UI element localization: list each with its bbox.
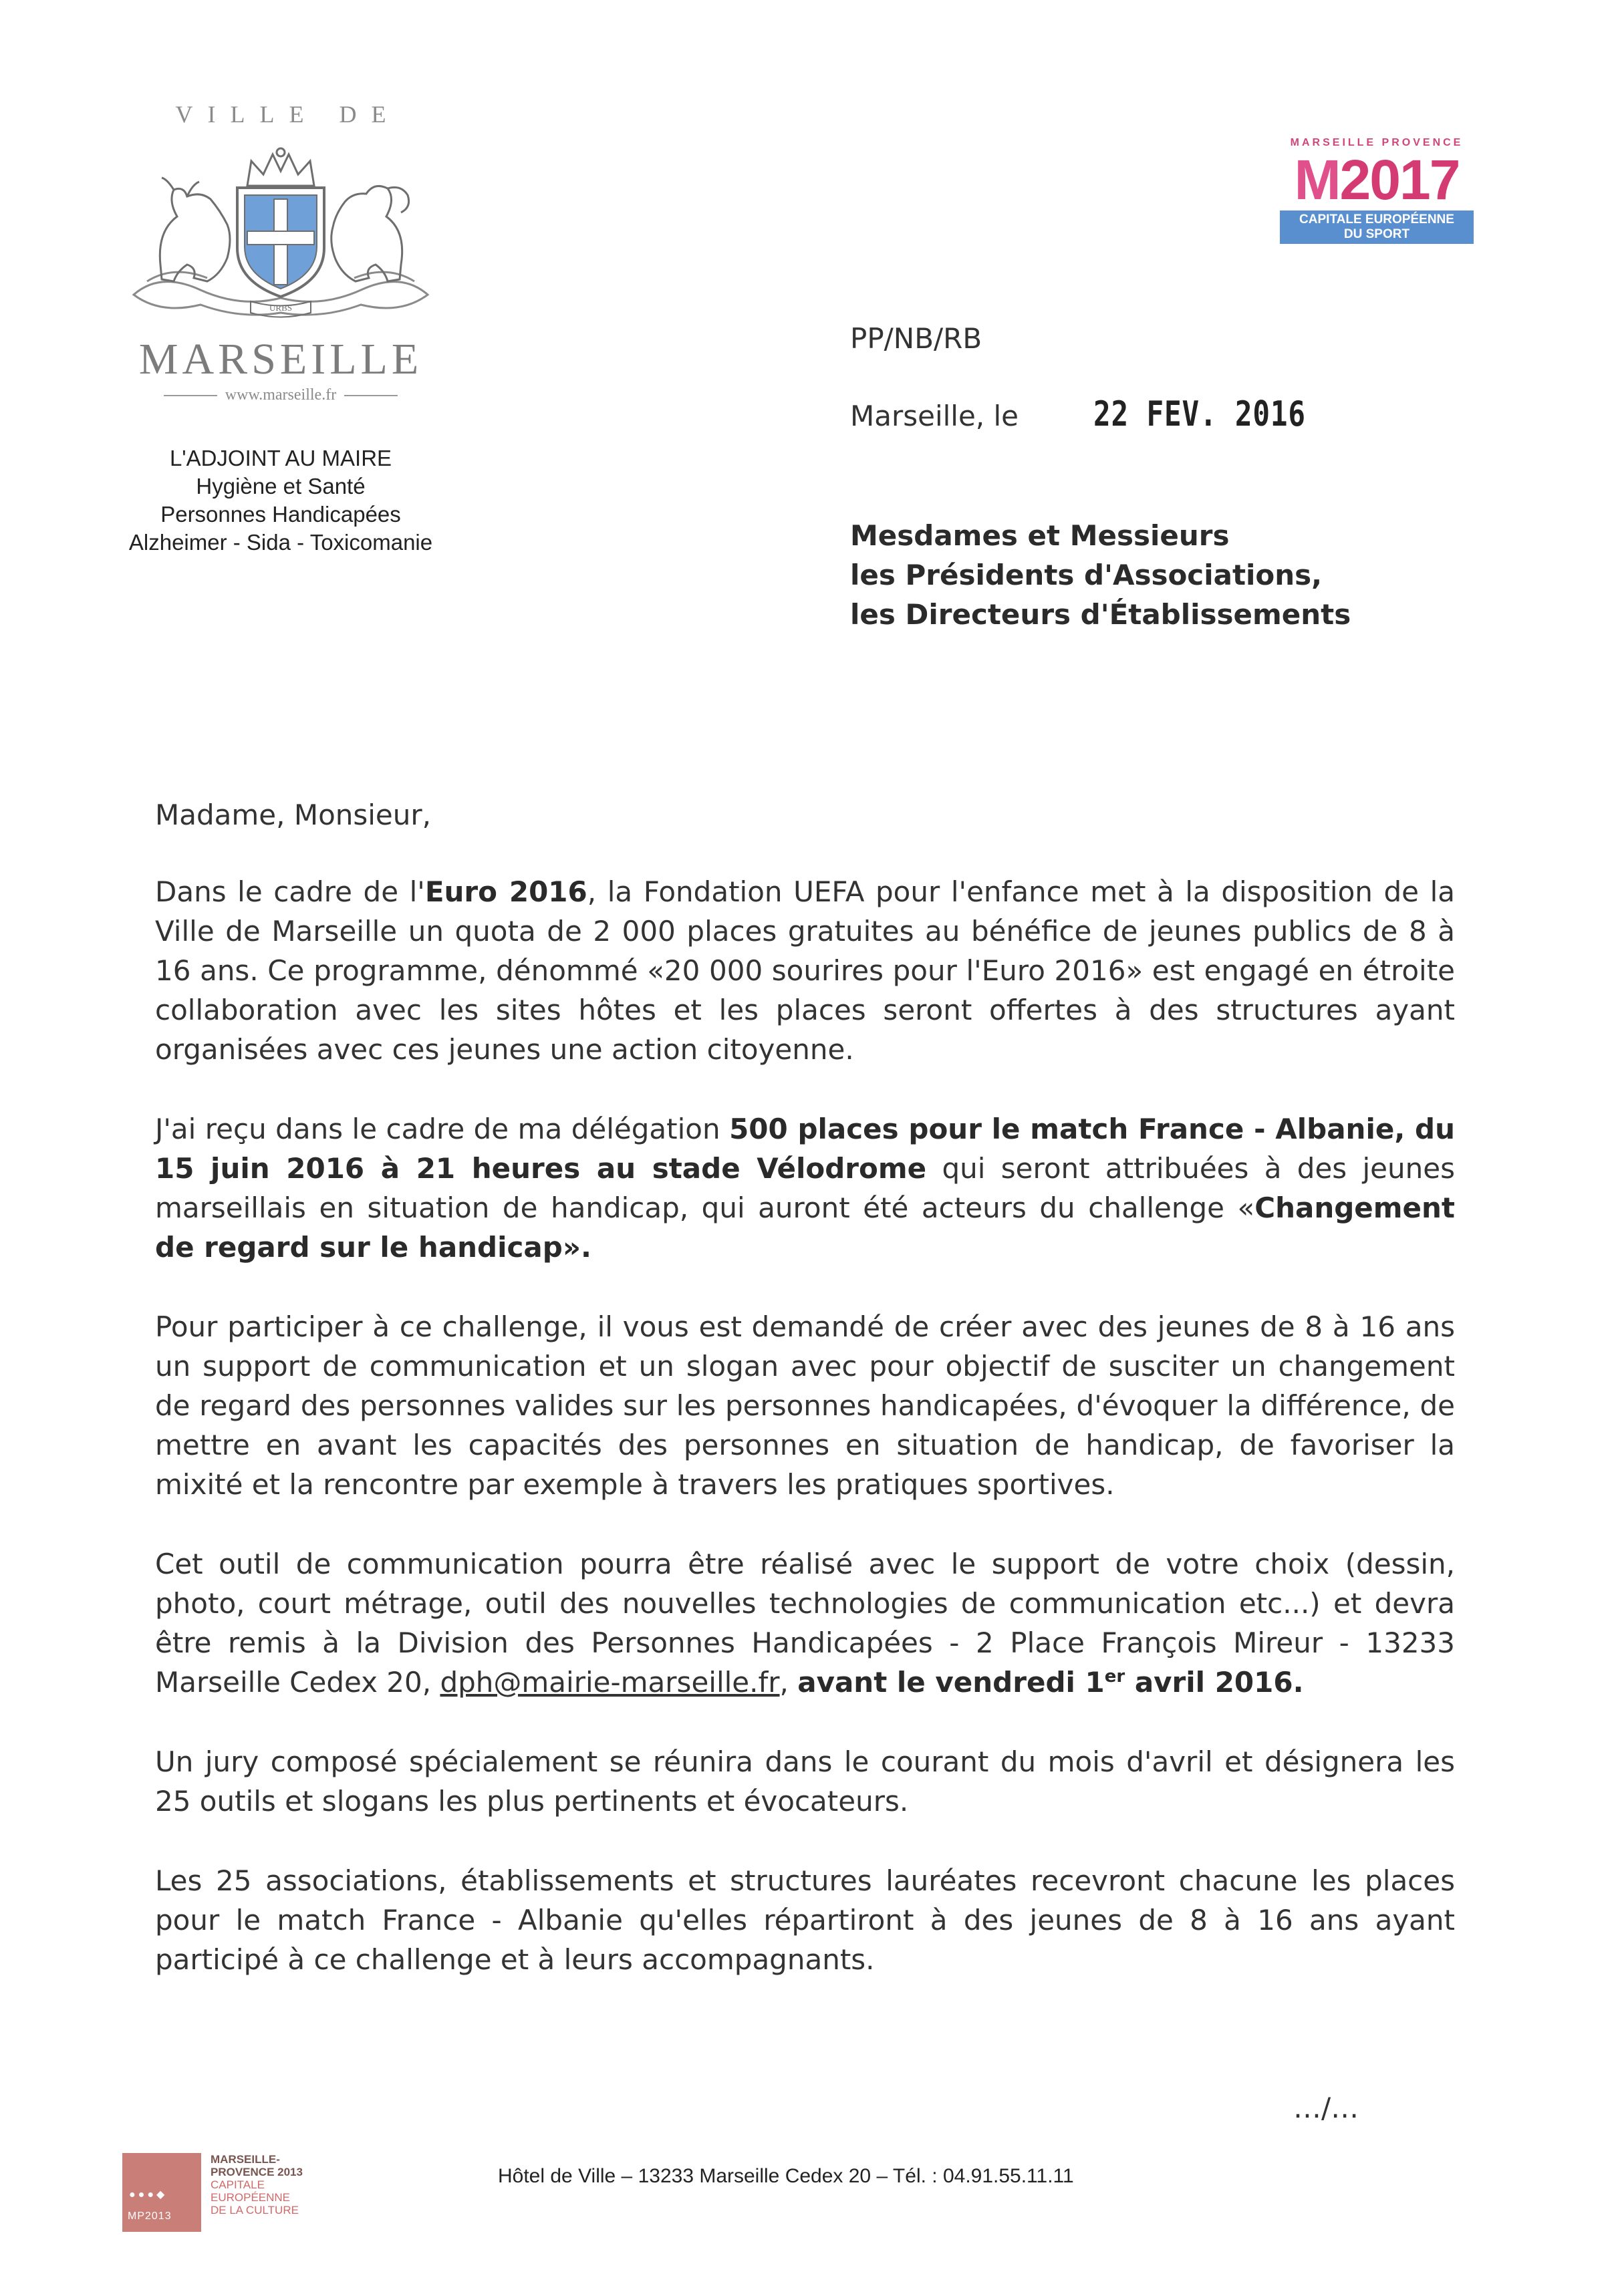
- mp2013-text: [211, 2153, 303, 2216]
- mp2017-m: M: [1294, 148, 1340, 211]
- p2-bold-match: 500 places pour le match France - Albanie, du 15 juin 2016 à 21 heures au stade Vélodrome: [155, 1113, 1455, 1185]
- mp2017-band-line1: CAPITALE EUROPÉENNE: [1299, 212, 1454, 227]
- mp2017-year: 2017: [1339, 148, 1460, 211]
- mp2017-band-line2: DU SPORT: [1343, 227, 1410, 241]
- p2-text-e: ».: [562, 1231, 591, 1264]
- date-stamp: 22 FEV. 2016: [1093, 394, 1306, 434]
- office-line-2: Personnes Handicapées: [160, 502, 401, 527]
- office-line-1: Hygiène et Santé: [196, 474, 366, 498]
- mp2013-square-icon: [122, 2153, 201, 2232]
- p2-bold-challenge: Changement de regard sur le handicap: [155, 1191, 1455, 1264]
- crest-motto: URBS: [269, 303, 292, 313]
- mp2013-line-2: PROVENCE 2013: [211, 2166, 303, 2178]
- p1-text-c: , la Fondation UEFA pour l'enfance met à la disposition de la Ville de Marseille un quota de 2 000 places gratuites au bénéfice de jeunes publics de 8 à 16 ans. Ce programme, dénommé «20 000 sourires pour l'Euro 2016» est engagé en étroite collaboration avec les sites hôtes et les places seront offertes à des structures ayant organisées avec ces jeunes une action citoyenne.: [155, 875, 1455, 1066]
- paragraph-6: Les 25 associations, établissements et structures lauréates recevront chacune les places pour le match France - Albanie qu'elles répartiront à des jeunes de 8 à 16 ans ayant participé à ce challenge et à leurs accompagnants.: [155, 1864, 1455, 1976]
- website-text: www.marseille.fr: [225, 386, 337, 404]
- office-line-3: Alzheimer - Sida - Toxicomanie: [128, 530, 433, 555]
- letter-reference: PP/NB/RB: [850, 322, 982, 355]
- footer-address: Hôtel de Ville – 13233 Marseille Cedex 20 – Tél. : 04.91.55.11.11: [498, 2165, 1074, 2187]
- mp2013-dots: ●●●◆: [129, 2189, 168, 2200]
- continuation-mark: …/…: [1293, 2092, 1359, 2124]
- addressee-line-2: les Présidents d'Associations,: [850, 559, 1323, 591]
- ville-de-label: VILLE DE: [175, 101, 401, 128]
- mp2013-line-1: MARSEILLE-: [211, 2153, 280, 2166]
- left-rule: [164, 395, 217, 396]
- mp2013-line-5: DE LA CULTURE: [211, 2204, 299, 2216]
- deputy-mayor-office: [87, 444, 475, 557]
- mp2013-logo: [122, 2153, 303, 2232]
- letter-body: [155, 795, 1455, 2019]
- addressee-line-3: les Directeurs d'Établissements: [850, 598, 1351, 631]
- paragraph-2: [155, 1109, 1455, 1267]
- p4-deadline-sup: er: [1104, 1667, 1125, 1687]
- right-rule: [344, 395, 398, 396]
- addressee-line-1: Mesdames et Messieurs: [850, 519, 1230, 552]
- date-place: Marseille, le: [850, 400, 1019, 432]
- mp2013-line-3: CAPITALE: [211, 2178, 265, 2191]
- mp2017-top-text: MARSEILLE PROVENCE: [1290, 137, 1464, 148]
- mp2013-line-4: EUROPÉENNE: [211, 2191, 291, 2204]
- p2-text-a: J'ai reçu dans le cadre de ma délégation: [155, 1113, 730, 1145]
- p4-text-b: ,: [779, 1666, 798, 1699]
- p4-deadline-end: avril 2016.: [1125, 1666, 1304, 1699]
- salutation: Madame, Monsieur,: [155, 799, 432, 831]
- paragraph-3: Pour participer à ce challenge, il vous est demandé de créer avec des jeunes de 8 à 16 ans un support de communication et un slogan avec pour objectif de susciter un changement de regard des personnes valides sur les personnes handicapées, d'évoquer la différence, de mettre en avant les capacités des personnes en situation de handicap, de favoriser la mixité et la rencontre par exemple à travers les pratiques sportives.: [155, 1310, 1455, 1501]
- mp2017-band: [1280, 210, 1474, 244]
- city-letterhead: [100, 100, 461, 404]
- p4-text-a: Cet outil de communication pourra être réalisé avec le support de votre choix (dessin, photo, court métrage, outil des nouvelles technologies de communication etc...) et devra être remis à la Division des Personnes Handicapées - 2 Place François Mireur - 13233 Marseille Cedex 20,: [155, 1548, 1455, 1699]
- p4-deadline: [797, 1666, 1303, 1699]
- p1-bold: Euro 2016: [424, 875, 587, 908]
- addressees: [850, 516, 1351, 634]
- p1-text-a: Dans le cadre de l': [155, 875, 425, 908]
- city-name: MARSEILLE: [138, 335, 423, 384]
- paragraph-5: Un jury composé spécialement se réunira dans le courant du mois d'avril et désignera les 25 outils et slogans les plus pertinents et évocateurs.: [155, 1745, 1455, 1818]
- website-row: [100, 386, 461, 404]
- mp2017-mark: [1280, 149, 1474, 210]
- marseille-coat-of-arms-icon: [120, 138, 441, 338]
- contact-email-link[interactable]: dph@mairie-marseille.fr: [440, 1666, 780, 1699]
- p4-deadline-text: avant le vendredi 1: [797, 1666, 1105, 1699]
- office-title: L'ADJOINT AU MAIRE: [169, 446, 392, 470]
- mp2017-logo: [1280, 137, 1474, 244]
- mp2013-square-text: MP2013: [128, 2210, 172, 2222]
- paragraph-1: [155, 872, 1455, 1069]
- paragraph-4: [155, 1544, 1455, 1702]
- p2-text-c: qui seront attribuées à des jeunes marseillais en situation de handicap, qui auront été acteurs du challenge «: [155, 1152, 1455, 1224]
